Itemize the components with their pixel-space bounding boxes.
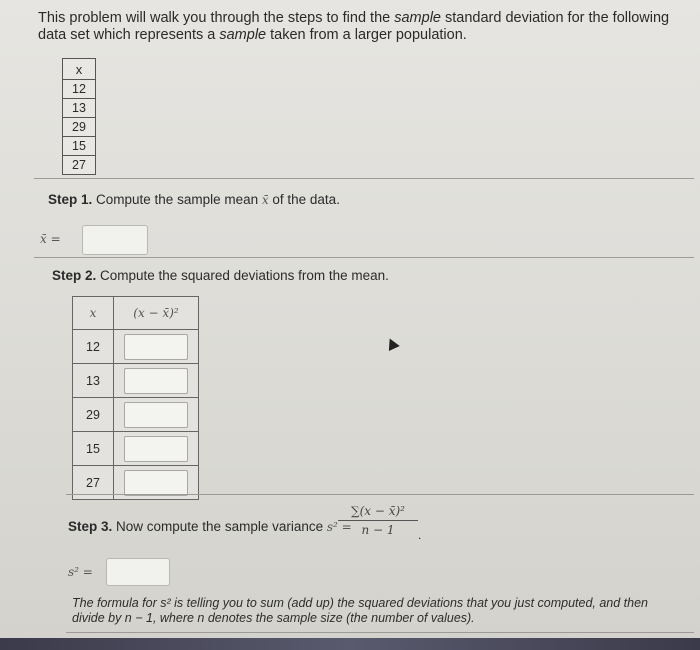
table-row: [73, 398, 199, 432]
table-row: [73, 330, 199, 364]
x-value-cell: 15: [73, 432, 114, 466]
step1-text-end: of the data.: [268, 192, 340, 207]
intro-emphasis: sample: [219, 27, 267, 43]
deviation-table: [72, 296, 199, 500]
step2-label: [52, 268, 389, 283]
intro-part: standard deviation for the following data set which represents a: [38, 10, 670, 43]
deviation-cell: [114, 330, 199, 364]
mouse-cursor-icon: [384, 336, 400, 351]
step2-text: Compute the squared deviations from the mean.: [96, 268, 389, 283]
divider: [66, 632, 694, 633]
variance-input[interactable]: [106, 558, 170, 586]
variance-answer-label: s² =: [68, 565, 93, 579]
step3-title: Step 3.: [68, 519, 113, 534]
deviation-input[interactable]: [124, 402, 188, 428]
divider: [34, 178, 694, 179]
col-header-deviation: [114, 297, 199, 330]
formula-denominator: n − 1: [361, 523, 395, 537]
step1-label: [48, 192, 340, 207]
step1-text: Compute the sample mean: [92, 192, 262, 207]
step3-label: [68, 519, 352, 534]
divider: [66, 494, 694, 495]
variance-symbol: s² =: [326, 520, 352, 534]
x-value-cell: 27: [73, 466, 114, 500]
data-cell: 12: [63, 80, 96, 99]
deviation-input[interactable]: [124, 436, 188, 462]
deviation-input[interactable]: [124, 334, 188, 360]
intro-part: taken from a larger population.: [266, 27, 467, 43]
data-cell: 29: [63, 118, 96, 137]
intro-text: [38, 10, 693, 44]
mean-answer-label: x̄ =: [40, 232, 61, 246]
col-header-x: [73, 297, 114, 330]
table-row: [73, 432, 199, 466]
formula-note: The formula for s² is telling you to sum (add up) the squared deviations that you just computed, and then divide by n − 1, where n denotes the sample size (the number of values).: [72, 596, 649, 625]
screen-bottom-bar: [0, 638, 700, 650]
step2-title: Step 2.: [52, 268, 97, 283]
formula-period: .: [418, 528, 422, 542]
deviation-input[interactable]: [124, 470, 188, 496]
data-table-header: x: [63, 59, 96, 80]
variance-formula: [338, 504, 418, 537]
deviation-cell: [114, 432, 199, 466]
divider: [34, 257, 694, 258]
x-value-cell: 13: [73, 364, 114, 398]
step3-text: Now compute the sample variance: [112, 519, 327, 534]
formula-numerator: ∑(x − x̄)²: [338, 504, 418, 521]
mean-input[interactable]: [82, 225, 148, 255]
x-value-cell: 29: [73, 398, 114, 432]
intro-emphasis: sample: [394, 10, 441, 26]
deviation-cell: [114, 398, 199, 432]
data-cell: 15: [63, 137, 96, 156]
data-cell: 13: [63, 99, 96, 118]
deviation-input[interactable]: [124, 368, 188, 394]
col-dev-label: (x − x̄)²: [133, 306, 179, 320]
col-x-label: x: [89, 306, 97, 320]
intro-part: This problem will walk you through the steps to find the: [38, 10, 395, 26]
mean-symbol: x̄: [261, 193, 269, 207]
data-table: [62, 58, 96, 175]
step1-title: Step 1.: [48, 192, 93, 207]
x-value-cell: 12: [73, 330, 114, 364]
table-row: [73, 364, 199, 398]
data-cell: 27: [63, 156, 96, 175]
deviation-cell: [114, 364, 199, 398]
